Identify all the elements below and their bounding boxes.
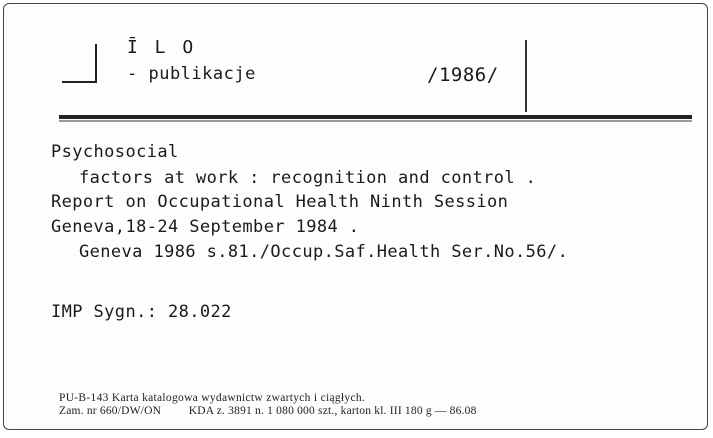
heading-category: - publikacje bbox=[127, 64, 256, 84]
footer-line-2: Zam. nr 660/DW/ON KDA z. 3891 n. 1 080 000 szt., karton kl. III 180 g — 86.08 bbox=[59, 405, 477, 417]
call-number: IMP Sygn.: 28.022 bbox=[51, 302, 232, 322]
entry-line-2: factors at work : recognition and control . bbox=[79, 168, 537, 188]
entry-line-3: Report on Occupational Health Ninth Session bbox=[51, 192, 509, 212]
heading-organization: Ī L O bbox=[127, 37, 197, 58]
separator-rule bbox=[59, 115, 692, 119]
publication-year: /1986/ bbox=[427, 64, 499, 86]
entry-line-5: Geneva 1986 s.81./Occup.Saf.Health Ser.No.56/. bbox=[79, 242, 569, 262]
catalog-card bbox=[3, 3, 708, 430]
corner-mark-vertical bbox=[95, 44, 97, 82]
entry-line-4: Geneva,18-24 September 1984 . bbox=[51, 217, 360, 237]
separator-shadow bbox=[59, 120, 692, 122]
corner-mark-horizontal bbox=[62, 81, 97, 83]
header-divider bbox=[525, 40, 527, 112]
entry-line-1: Psychosocial bbox=[51, 142, 179, 162]
footer-line-1: PU-B-143 Karta katalogowa wydawnictw zwartych i ciągłych. bbox=[59, 392, 366, 404]
